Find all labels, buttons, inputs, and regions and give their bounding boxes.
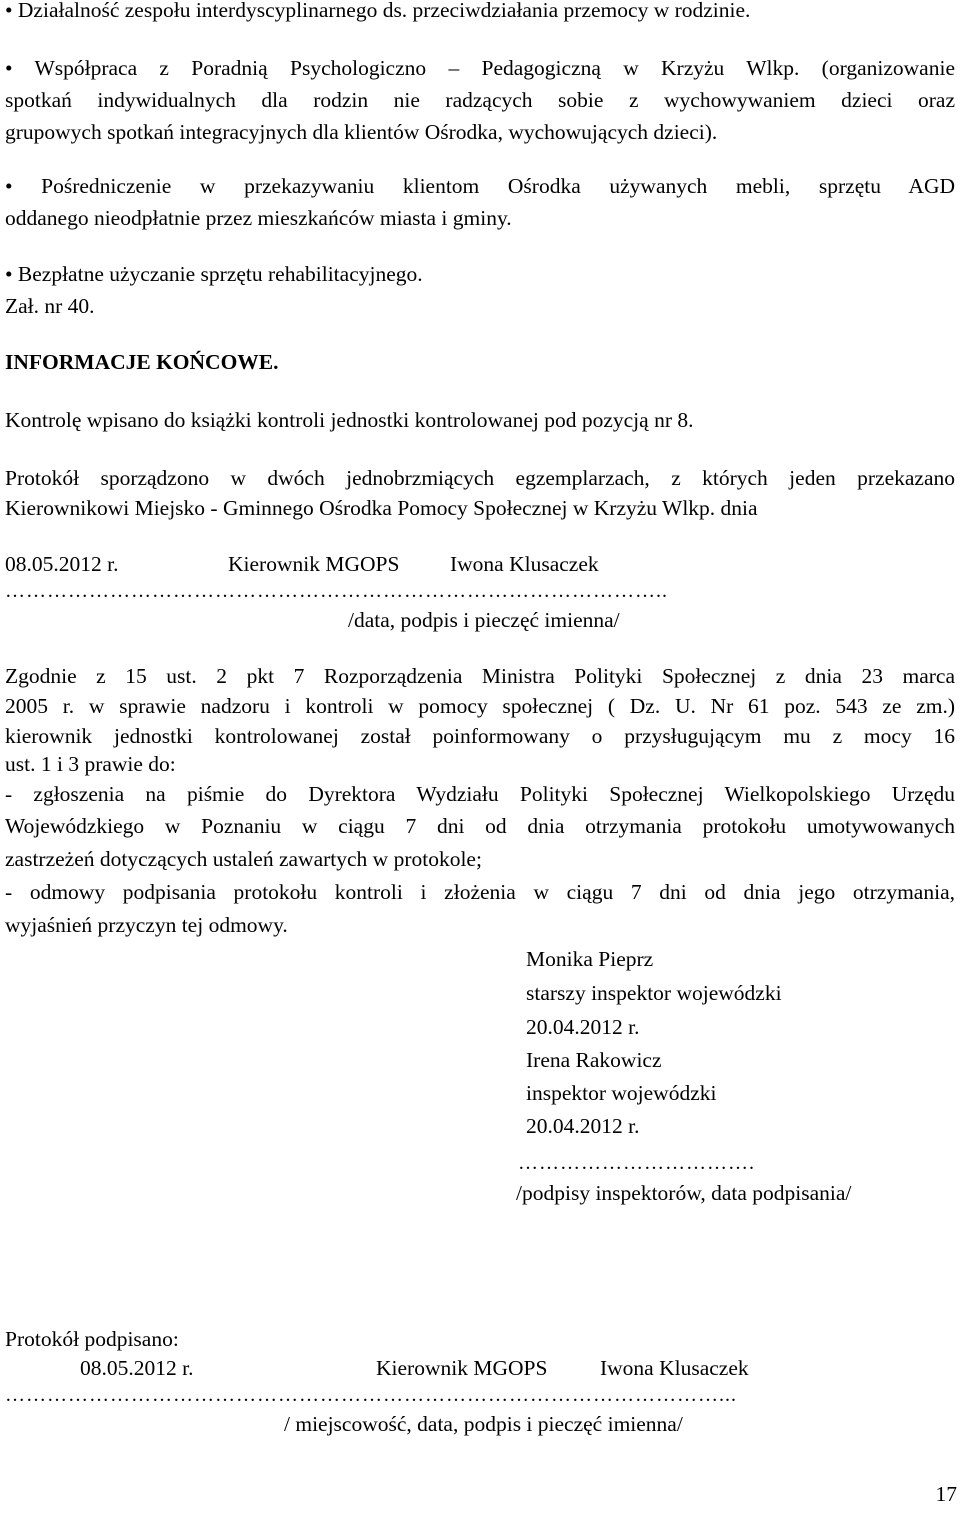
signed-caption: / miejscowość, data, podpis i pieczęć imienna/ [284,1412,683,1436]
bullet-cooperation-line-2: spotkań indywidualnych dla rodzin nie radzących sobie z wychowywaniem dzieci oraz [5,88,955,112]
receipt-role: Kierownik MGOPS [228,552,400,576]
control-entry: Kontrolę wpisano do książki kontroli jednostki kontrolowanej pod pozycją nr 8. [5,408,694,432]
legal-line-5: - zgłoszenia na piśmie do Dyrektora Wydziału Polityki Społecznej Wielkopolskiego Urzędu [5,782,955,806]
inspectors-caption: /podpisy inspektorów, data podpisania/ [516,1181,852,1205]
receipt-name: Iwona Klusaczek [450,552,599,576]
inspector-1-title: starszy inspektor wojewódzki [526,981,782,1005]
protocol-line-2: Kierownikowi Miejsko - Gminnego Ośrodka Pomocy Społecznej w Krzyżu Wlkp. dnia [5,496,758,520]
page-number: 17 [935,1482,957,1506]
inspector-2-date: 20.04.2012 r. [526,1114,640,1138]
bullet-rehab-equipment: • Bezpłatne użyczanie sprzętu rehabilitacyjnego. [5,262,423,286]
signed-label: Protokół podpisano: [5,1327,179,1351]
signed-name: Iwona Klusaczek [600,1356,749,1380]
inspector-2-name: Irena Rakowicz [526,1048,662,1072]
attachment-ref: Zał. nr 40. [5,294,95,318]
signed-signature-line: …………………………………………………………………………………………... [5,1384,737,1406]
inspectors-signature-line: ……………………………. [518,1152,755,1174]
bullet-cooperation-line-1: • Współpraca z Poradnią Psychologiczno – Pedagogiczną w Krzyżu Wlkp. (organizowanie [5,56,955,80]
bullet-furniture-line-1: • Pośredniczenie w przekazywaniu klientom Ośrodka używanych mebli, sprzętu AGD [5,174,955,198]
signed-date: 08.05.2012 r. [80,1356,194,1380]
receipt-caption: /data, podpis i pieczęć imienna/ [348,608,620,632]
receipt-signature-line: ………………………………………………………………………………….. [5,580,668,602]
bullet-furniture-line-2: oddanego nieodpłatnie przez mieszkańców miasta i gminy. [5,206,512,230]
legal-line-3: kierownik jednostki kontrolowanej został poinformowany o przysługującym mu z mocy 16 [5,724,955,748]
protocol-line-1: Protokół sporządzono w dwóch jednobrzmiących egzemplarzach, z których jeden przekazano [5,466,955,490]
inspector-1-date: 20.04.2012 r. [526,1015,640,1039]
inspector-1-name: Monika Pieprz [526,947,654,971]
inspector-2-title: inspektor wojewódzki [526,1081,717,1105]
legal-line-8: - odmowy podpisania protokołu kontroli i złożenia w ciągu 7 dni od dnia jego otrzymania, [5,880,955,904]
legal-line-1: Zgodnie z 15 ust. 2 pkt 7 Rozporządzenia Ministra Polityki Społecznej z dnia 23 marca [5,664,955,688]
legal-line-6: Wojewódzkiego w Poznaniu w ciągu 7 dni od dnia otrzymania protokołu umotywowanych [5,814,955,838]
legal-line-7: zastrzeżeń dotyczących ustaleń zawartych w protokole; [5,847,482,871]
signed-role: Kierownik MGOPS [376,1356,548,1380]
legal-line-2: 2005 r. w sprawie nadzoru i kontroli w pomocy społecznej ( Dz. U. Nr 61 poz. 543 ze zm.) [5,694,955,718]
receipt-date: 08.05.2012 r. [5,552,119,576]
legal-line-4: ust. 1 i 3 prawie do: [5,752,176,776]
legal-line-9: wyjaśnień przyczyn tej odmowy. [5,913,288,937]
bullet-cooperation-line-3: grupowych spotkań integracyjnych dla klientów Ośrodka, wychowujących dzieci). [5,120,718,144]
section-heading: INFORMACJE KOŃCOWE. [5,350,279,374]
bullet-interdisciplinary-team: • Działalność zespołu interdyscyplinarnego ds. przeciwdziałania przemocy w rodzinie. [5,0,751,22]
